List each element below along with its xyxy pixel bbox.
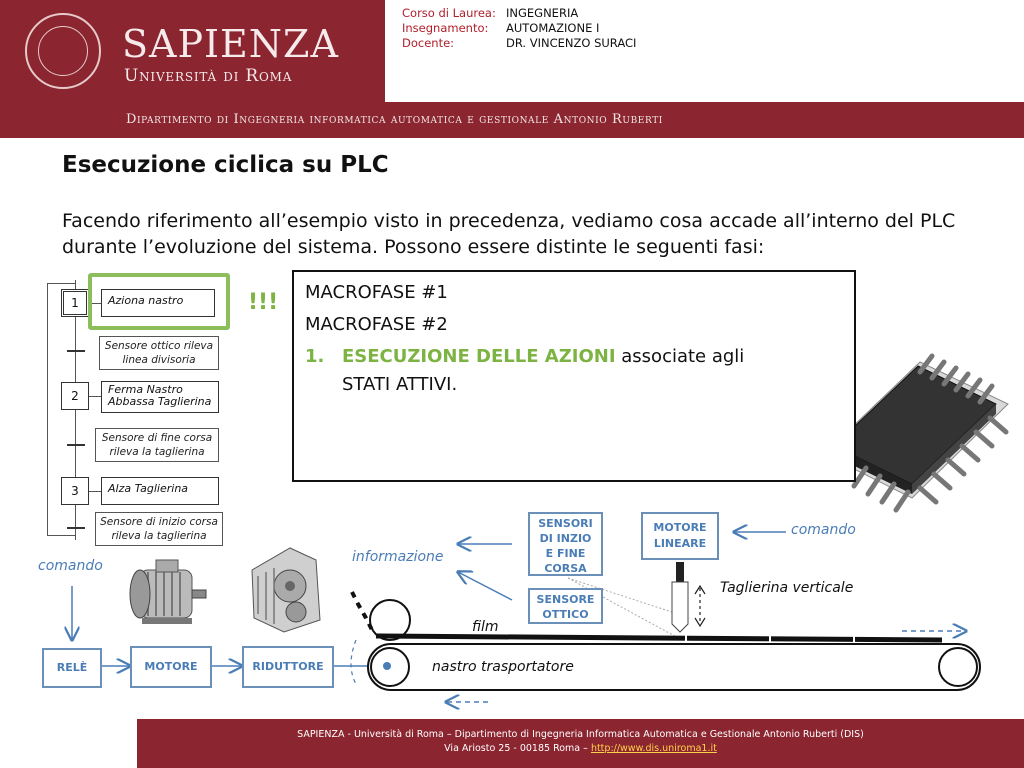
limit-sensors-box xyxy=(528,512,603,576)
command-label-right: comando xyxy=(791,522,856,538)
optical-sensor-line2: OTTICO xyxy=(542,608,589,621)
grafcet-link-2 xyxy=(89,396,101,397)
grafcet-action-2 xyxy=(101,381,219,413)
grafcet-return-top xyxy=(47,283,75,284)
grafcet-return-line xyxy=(47,283,48,535)
cutter-label: Taglierina verticale xyxy=(720,580,854,596)
gear-reducer-icon xyxy=(252,548,320,632)
limit-sensors-line4: CORSA xyxy=(544,562,587,575)
footer-address: Via Ariosto 25 - 00185 Roma – xyxy=(444,743,591,754)
relay-box: RELÈ xyxy=(42,648,102,688)
grafcet-transition-bar-1 xyxy=(67,350,85,352)
course-info-keys xyxy=(402,6,496,51)
macrofase-box xyxy=(292,270,856,482)
grafcet-link-3 xyxy=(89,491,101,492)
reducer-box: RIDUTTORE xyxy=(242,646,334,688)
list-item-line-2: STATI ATTIVI. xyxy=(342,374,458,395)
teacher-label: Docente: xyxy=(402,36,455,50)
motor-box: MOTORE xyxy=(130,646,212,688)
linear-motor-box xyxy=(641,512,719,560)
footer-line-2 xyxy=(137,743,1024,754)
grafcet-transition-2-line2: rileva la taglierina xyxy=(109,446,205,458)
teacher-value: DR. VINCENZO SURACI xyxy=(506,36,637,50)
grafcet-transition-1 xyxy=(99,336,219,370)
teaching-label: Insegnamento: xyxy=(402,21,489,35)
grafcet-transition-3-line2: rileva la taglierina xyxy=(111,530,207,542)
list-item-highlight: ESECUZIONE DELLE AZIONI xyxy=(342,346,616,367)
grafcet-action-3: Alza Taglierina xyxy=(101,477,219,505)
grafcet-step-3: 3 xyxy=(61,477,89,505)
sapienza-seal-inner xyxy=(38,26,88,76)
grafcet-step-2: 2 xyxy=(61,382,89,410)
optical-sensor-line1: SENSORE xyxy=(536,593,595,606)
optical-sensor-box xyxy=(528,588,603,624)
brand-title: SAPIENZA xyxy=(122,22,339,66)
footer-link[interactable]: http://www.dis.uniroma1.it xyxy=(590,743,717,754)
slide-title: Esecuzione ciclica su PLC xyxy=(62,152,389,178)
footer-line-1: SAPIENZA - Università di Roma – Dipartimento di Ingegneria Informatica Automatica e Gestionale Antonio Ruberti (DIS) xyxy=(297,729,864,740)
list-item-number: 1. xyxy=(305,346,325,367)
limit-sensors-line3: E FINE xyxy=(545,547,586,560)
limit-sensors-line1: SENSORI xyxy=(538,517,593,530)
macrofase-1: MACROFASE #1 xyxy=(305,282,448,303)
course-label: Corso di Laurea: xyxy=(402,6,496,20)
linear-motor-line1: MOTORE xyxy=(653,521,707,534)
active-step-highlight xyxy=(88,273,230,330)
list-item-line-1 xyxy=(342,346,744,367)
grafcet-transition-1-line1: Sensore ottico rileva xyxy=(104,340,214,352)
grafcet-transition-bar-2 xyxy=(67,444,85,446)
list-item-rest-1: associate agli xyxy=(615,346,745,367)
film-label: film xyxy=(472,619,499,635)
command-label-left: comando xyxy=(38,558,103,574)
grafcet-transition-1-line2: linea divisoria xyxy=(122,354,196,366)
macrofase-2: MACROFASE #2 xyxy=(305,314,448,335)
footer-left-blank xyxy=(0,719,137,768)
electric-motor-icon xyxy=(130,560,206,624)
department-name: Dipartimento di Ingegneria informatica automatica e gestionale Antonio Ruberti xyxy=(126,112,663,127)
grafcet-transition-2-line1: Sensore di fine corsa xyxy=(101,432,213,444)
conveyor-label: nastro trasportatore xyxy=(432,659,574,675)
grafcet-action-2-line2: Abbassa Taglierina xyxy=(108,395,212,408)
grafcet-action-2-line1: Ferma Nastro xyxy=(108,383,183,396)
exclamation-marks: !!! xyxy=(248,290,279,315)
information-label: informazione xyxy=(352,549,444,565)
grafcet-transition-2 xyxy=(95,428,219,462)
grafcet-action-1: Aziona nastro xyxy=(101,289,215,317)
course-value: INGEGNERIA xyxy=(506,6,579,20)
brand-subtitle: Università di Roma xyxy=(124,66,293,86)
limit-sensors-line2: DI INZIO xyxy=(539,532,592,545)
slide-intro: Facendo riferimento all’esempio visto in precedenza, vediamo cosa accade all’interno del PLC durante l’evoluzione del sistema. Possono essere distinte le seguenti fasi: xyxy=(62,210,956,258)
grafcet-step-1: 1 xyxy=(61,289,89,317)
linear-motor-line2: LINEARE xyxy=(653,537,707,550)
grafcet-transition-3-line1: Sensore di inizio corsa xyxy=(100,516,218,528)
course-info-values xyxy=(506,6,636,51)
teaching-value: AUTOMAZIONE I xyxy=(506,21,600,35)
